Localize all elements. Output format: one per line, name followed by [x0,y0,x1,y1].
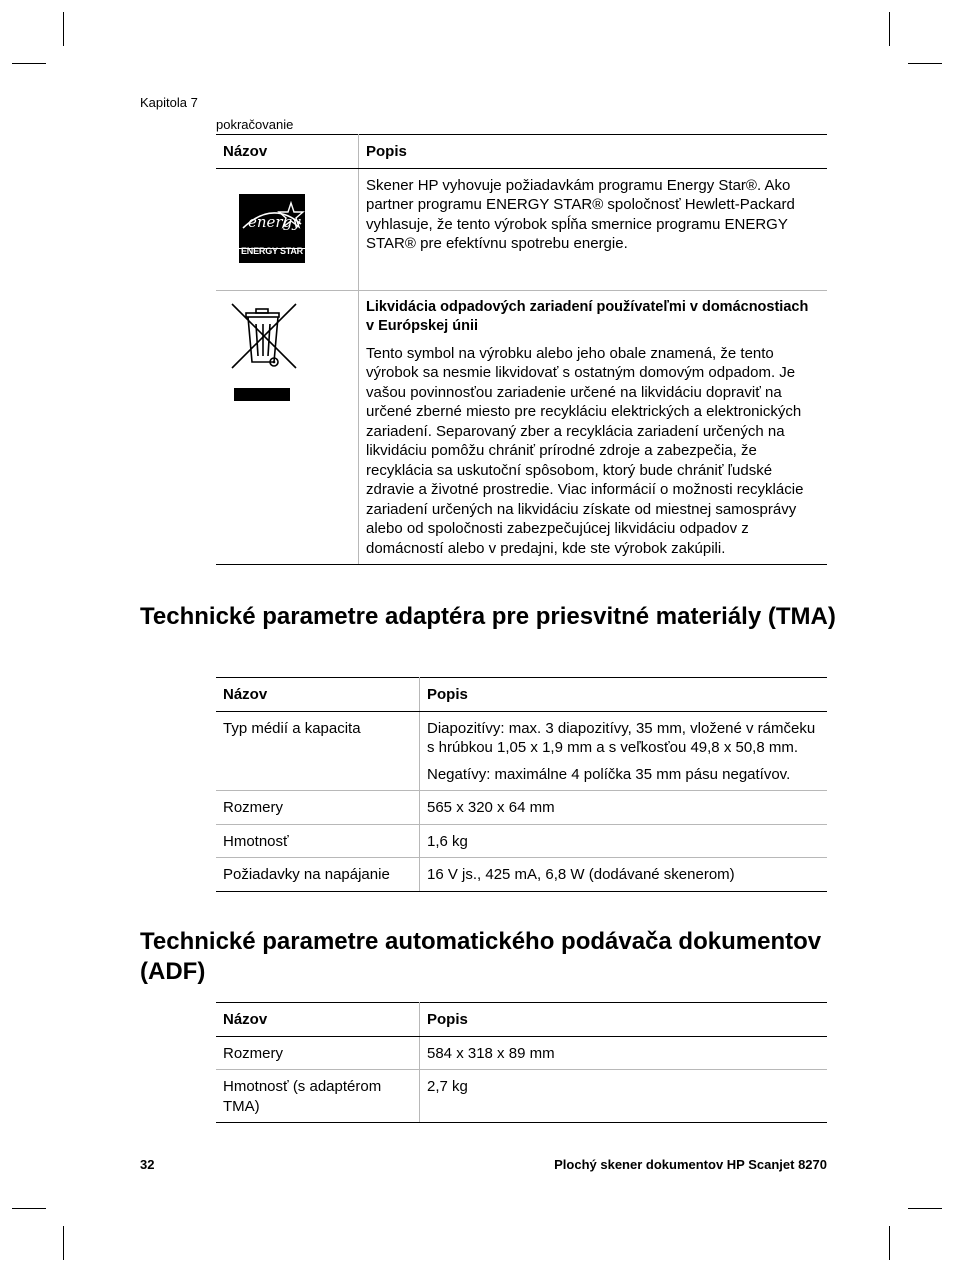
column-header-name: Názov [216,135,359,169]
crop-mark [908,63,942,64]
cell-name: Požiadavky na napájanie [216,858,420,892]
table-row [216,1070,827,1123]
continued-label: pokračovanie [216,117,294,132]
cell-description: 1,6 kg [420,824,828,858]
weee-text: Tento symbol na výrobku alebo jeho obale znamená, že tento výrobok sa nesmie likvidovať s ostatným domovým odpadom. Je vašou povinnosťou zariadenie určené na likvidáciu dopraviť na určené zberné miesto pre recykláciu elektrických a elektronických zariadení. Separovaný zber a recyklácia zariadení určených na likvidáciu pomôžu chrániť prírodné zdroje a zabezpečia, že recyklácia sa uskutoční spôsobom, ktorý bude chrániť ľudské zdravie a životné prostredie. Viac informácií o možnosti recyklácie zariadení určených na likvidáciu získate od miestnej samosprávy alebo od spoločnosti zabezpečujúcej likvidáciu odpadov z domácností alebo v predajni, kde ste výrobok zakúpili. [366,344,804,557]
cell-name: Hmotnosť (s adaptérom TMA) [216,1070,420,1123]
tma-spec-table [216,677,827,892]
crop-mark [63,1226,64,1260]
energy-star-logo-text: ENERGY STAR [241,246,303,256]
crop-mark [889,1226,890,1260]
weee-title: Likvidácia odpadových zariadení používateľmi v domácnostiach v Európskej únii [366,298,809,334]
table-row [216,858,827,892]
energy-star-logo [239,194,305,263]
crossed-out-wheelie-bin-icon [228,300,300,402]
footer-product-title: Plochý skener dokumentov HP Scanjet 8270 [554,1157,827,1172]
crop-mark [63,12,64,46]
cell-description: Diapozitívy: max. 3 diapozitívy, 35 mm, vložené v rámčeku s hrúbkou 1,05 x 1,9 mm a s veľkosťou 49,8 x 50,8 mm. [427,719,816,756]
regulatory-table [216,134,827,565]
chapter-label: Kapitola 7 [140,95,198,110]
column-header-description: Popis [359,135,828,169]
table-header-row [216,135,827,169]
table-row [216,711,827,791]
cell-description: 584 x 318 x 89 mm [420,1036,828,1070]
section-heading-tma: Technické parametre adaptéra pre priesvitné materiály (TMA) [140,603,836,630]
crop-mark [908,1208,942,1209]
table-row [216,168,827,290]
adf-spec-table [216,1002,827,1123]
column-header-name: Názov [216,1003,420,1037]
crop-mark [889,12,890,46]
table-row [216,824,827,858]
table-row [216,791,827,825]
table-header-row [216,1003,827,1037]
cell-description: Negatívy: maximálne 4 políčka 35 mm pásu negatívov. [427,765,791,783]
column-header-description: Popis [420,678,828,712]
table-header-row [216,678,827,712]
column-header-name: Názov [216,678,420,712]
column-header-description: Popis [420,1003,828,1037]
cell-name: Rozmery [216,1036,420,1070]
page-number: 32 [140,1157,155,1172]
table-row [216,1036,827,1070]
cell-name: Hmotnosť [216,824,420,858]
cell-name: Typ médií a kapacita [216,711,420,791]
cell-name: Rozmery [216,791,420,825]
table-row [216,290,827,565]
energy-star-text: Skener HP vyhovuje požiadavkám programu Energy Star®. Ako partner programu ENERGY STAR® spoločnosť Hewlett-Packard vyhlasuje, že tento výrobok spĺňa smernice programu ENERGY STAR® pre efektívnu spotrebu energie. [366,176,795,252]
section-heading-adf: Technické parametre automatického podávača dokumentov (ADF) [140,928,822,985]
cell-description: 2,7 kg [420,1070,828,1123]
cell-description: 16 V js., 425 mA, 6,8 W (dodávané skenerom) [420,858,828,892]
crop-mark [12,63,46,64]
svg-text:energy: energy [248,212,301,231]
crop-mark [12,1208,46,1209]
cell-description: 565 x 320 x 64 mm [420,791,828,825]
